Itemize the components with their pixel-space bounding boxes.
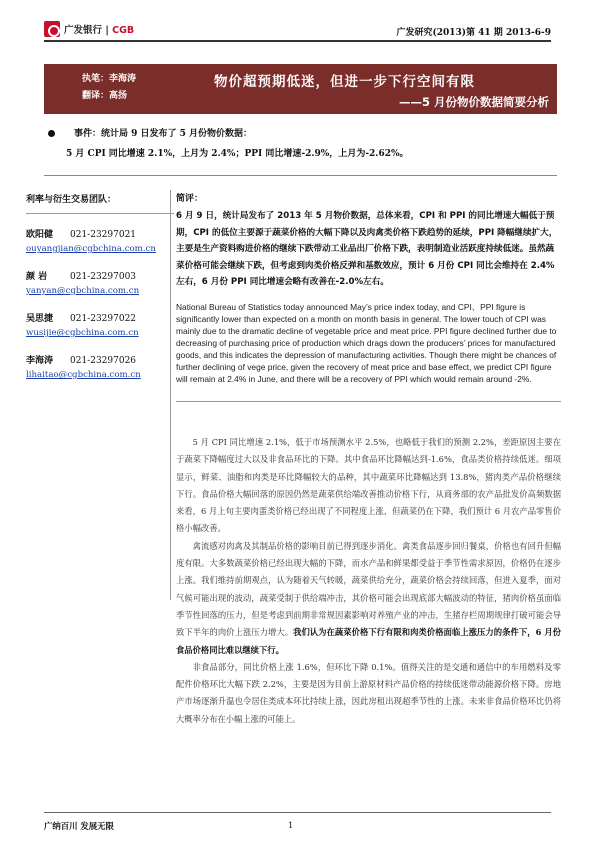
- analyst-entry: [26, 312, 174, 340]
- team-title: 利率与衍生交易团队：: [26, 195, 117, 205]
- analyst-email-link[interactable]: lihaitao@cgbchina.com.cn: [26, 370, 141, 380]
- analyst-phone: 021-23297026: [70, 356, 137, 366]
- analyst-name: 吴思捷: [26, 314, 54, 324]
- footer-slogan: 广纳百川 发展无限: [44, 821, 114, 831]
- section-divider: [44, 175, 557, 176]
- analyst-phone: 021-23297022: [70, 314, 137, 324]
- analyst-phone: 021-23297021: [70, 230, 137, 240]
- logo-text: 广发银行 | CGB: [64, 25, 135, 36]
- paragraph-food-conclusion: 我们认为在蔬菜价格下行有限和肉类价格面临上涨压力的条件下，6 月份食品价格同比难以继续下行。: [176, 627, 561, 655]
- analyst-entry: [26, 228, 174, 256]
- report-issue: 广发研究(2013)第 41 期 2013-6-9: [396, 28, 551, 38]
- event-line-2: 5 月 CPI 同比增速 2.1%，上月为 2.4%；PPI 同比增速-2.9%，上月为-2.62%。: [66, 149, 409, 159]
- team-sidebar: [26, 192, 174, 396]
- brief-divider: [176, 401, 561, 402]
- analyst-entry: [26, 270, 174, 298]
- cgb-logo-icon: [44, 21, 60, 37]
- analyst-email-link[interactable]: yanyan@cgbchina.com.cn: [26, 286, 140, 296]
- footer-divider: [44, 812, 551, 813]
- analyst-phone: 021-23297003: [70, 272, 137, 282]
- paragraph-cpi: 5 月 CPI 同比增速 2.1%，低于市场预测水平 2.5%，也略低于我们的预测 2.2%，差距原因主要在于蔬菜下降幅度过大以及非食品环比的下降。其中食品环比降幅达到-1.6%，食品类价格持续低迷。细项显示，鲜菜、油脂和肉类是环比降幅较大的品种，其中蔬菜环比降幅达到 13.8%，猪肉类产品价格继续下行。食品价格大幅回落的原因仍然是蔬菜供给端改善推动价格下行，从商务部的农产品批发价高频数据来看，6 月上旬主要肉蛋类价格已经出现了不同程度上涨，但蔬菜仍在下降，我们预计 6 月农产品零售价格小幅改善。: [176, 437, 561, 534]
- column-divider: [170, 190, 171, 600]
- analyst-email-link[interactable]: ouyangjian@cgbchina.com.cn: [26, 244, 156, 254]
- translator-name: 高扬: [109, 91, 128, 101]
- analyst-name: 颜 岩: [26, 272, 48, 282]
- analysis-body: [176, 434, 561, 728]
- report-title: 物价超预期低迷，但进一步下行空间有限: [214, 74, 475, 90]
- author-name: 李海涛: [109, 74, 137, 84]
- event-line-1: 事件：统计局 9 日发布了 5 月份物价数据：: [74, 129, 253, 139]
- brief-english: National Bureau of Statistics today announced May’s price index today, and CPI、PPI figure is significantly lower than expected on a month on month basis in general. The lower touch of CPI was mainly due to the dramatic decline of vegetable price and meat price. PPI figure declined further due to decreasing of purchasing price of production which drags down the producers’ prices for manufactured goods, and this indicates the depression of manufacturing activities. Though there might be chances of further declining of vege price, given the recovery of meat price and base effect, we predict CPI figure will remain at 2.4% in June, and there will be a recovery of PPI which would remain around -2%.: [176, 301, 557, 384]
- banner-credits: 执笔：李海涛 翻译：高扬: [82, 74, 137, 101]
- paragraph-food: 禽流感对肉禽及其制品价格的影响目前已得到逐步消化。禽类食品逐步回归餐桌，价格也有回升但幅度有限。大多数蔬菜价格已经出现大幅的下降，而水产品和鲜果都受益于季节性需求原因，价格仍在逐步上涨。我们维持前期观点，认为随着天气转暖，蔬菜供给充分，蔬菜价格会持续回落，但进入夏季，面对气候可能出现的波动，蔬菜受制于供给端冲击，其价格可能会出现底部大幅波动的特征，猪肉价格虽面临季节性回落的压力，但是考虑到前期非常规因素影响对养殖产业的冲击，生猪存栏周期规律打破可能会导致下半年的肉价上涨压力增大。我们认为在蔬菜价格下行有限和肉类价格面临上涨压力的条件下，6 月份食品价格同比难以继续下行。: [176, 540, 561, 655]
- analyst-name: 李海涛: [26, 356, 54, 366]
- title-banner: [44, 64, 557, 114]
- analyst-entry: [26, 354, 174, 382]
- report-subtitle: ——5 月份物价数据简要分析: [398, 95, 549, 109]
- page-number: 1: [288, 820, 294, 830]
- paragraph-nonfood: 非食品部分，同比价格上涨 1.6%，但环比下降 0.1%。值得关注的是交通和通信中的车用燃料及零配件价格环比大幅下跌 2.2%，主要是因为目前上游原材料产品价格的持续低迷带动能源价格下降。房地产市场逐渐升温也令居住类成本环比持续上涨，因此房租出现超季节性的上涨。未来非食品价格环比仍将大概率分布在小幅上涨的可能上。: [176, 661, 561, 724]
- brief-chinese: 6 月 9 日，统计局发布了 2013 年 5 月物价数据，总体来看，CPI 和 PPI 的同比增速大幅低于预期，CPI 的低位主要源于蔬菜价格的大幅下降以及肉禽类价格下跌趋势的延续，PPI 降幅继续扩大，主要是生产资料购进价格的继续下跌带动工业品出厂价格下跌，表明制造业活跃度持续低迷。虽然蔬菜价格可能会继续下跌，但考虑到肉类价格反弹和基数效应，预计 6 月份 CPI 同比会维持在 2.4%左右，6 月份 PPI 同比增速会略有改善在-2.0%左右。: [176, 211, 558, 288]
- analyst-email-link[interactable]: wusijie@cgbchina.com.cn: [26, 328, 139, 338]
- bullet-icon: [48, 130, 55, 137]
- header-divider: [44, 40, 551, 42]
- bank-logo: [44, 21, 134, 37]
- brief-section: [176, 192, 561, 402]
- analyst-name: 欧阳健: [26, 230, 54, 240]
- brief-title: 简评：: [176, 194, 204, 204]
- team-divider: [26, 213, 174, 214]
